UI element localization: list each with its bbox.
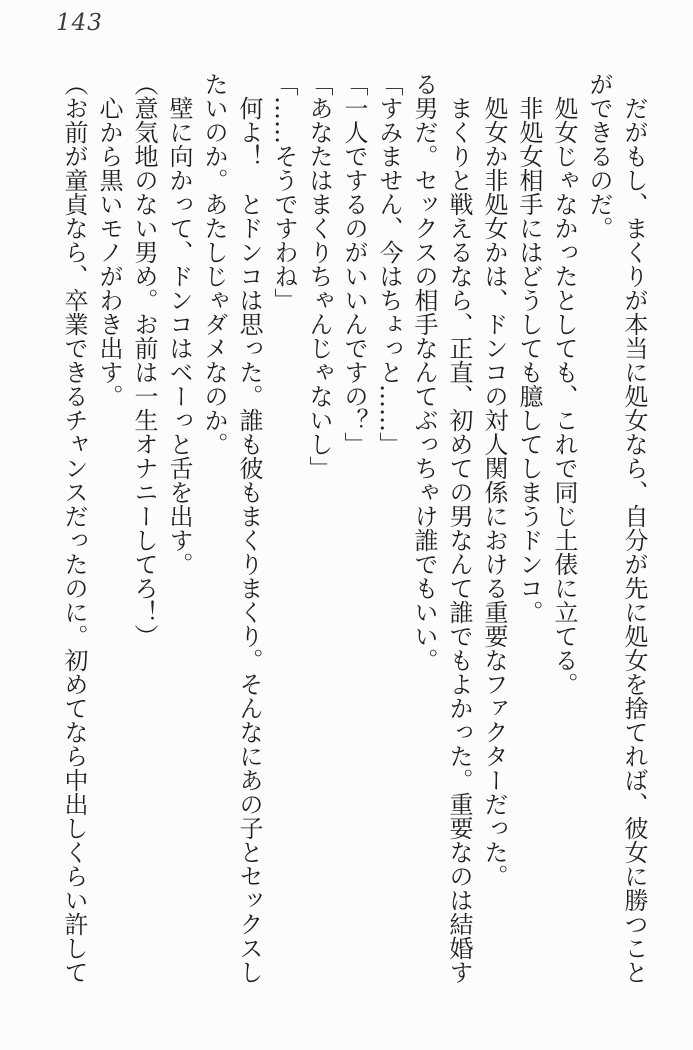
text-paragraph: 非処女相手にはどうしても臆してしまうドンコ。	[515, 96, 543, 624]
text-paragraph: まくりと戦えるなら、正直、初めての男なんて誰でもよかった。重要なのは結婚する男だ。セックスの相手なんてぶっちゃけ誰でもいい。	[410, 72, 473, 984]
text-paragraph: 何よ！ とドンコは思った。誰も彼もまくりまくり。そんなにあの子とセックスしたいのか。あたしじゃダメなのか。	[200, 72, 263, 984]
dialogue-paragraph: 「……そうですわね」	[270, 72, 298, 312]
thought-paragraph: （お前が童貞なら、卒業できるチャンスだったのに。初めてなら中出しくらい許して	[60, 72, 88, 984]
text-paragraph: だがもし、まくりが本当に処女なら、自分が先に処女を捨てれば、彼女に勝つことができるのだ。	[585, 72, 648, 984]
text-paragraph: 壁に向かって、ドンコはベーっと舌を出す。	[165, 96, 193, 576]
dialogue-paragraph: 「一人でするのがいいんですの？」	[340, 72, 368, 456]
text-paragraph: 処女じゃなかったとしても、これで同じ土俵に立てる。	[550, 96, 578, 696]
dialogue-paragraph: 「すみません、今はちょっと……」	[375, 72, 403, 456]
thought-paragraph: （意気地のない男め。お前は一生オナニーしてろ！）	[130, 72, 158, 648]
text-block	[56, 72, 651, 988]
text-paragraph: 心から黒いモノがわき出す。	[95, 96, 123, 408]
dialogue-paragraph: 「あなたはまくりちゃんじゃないし」	[305, 72, 333, 480]
text-paragraph: 処女か非処女かは、ドンコの対人関係における重要なファクターだった。	[480, 96, 508, 888]
page-number: 143	[56, 10, 103, 36]
